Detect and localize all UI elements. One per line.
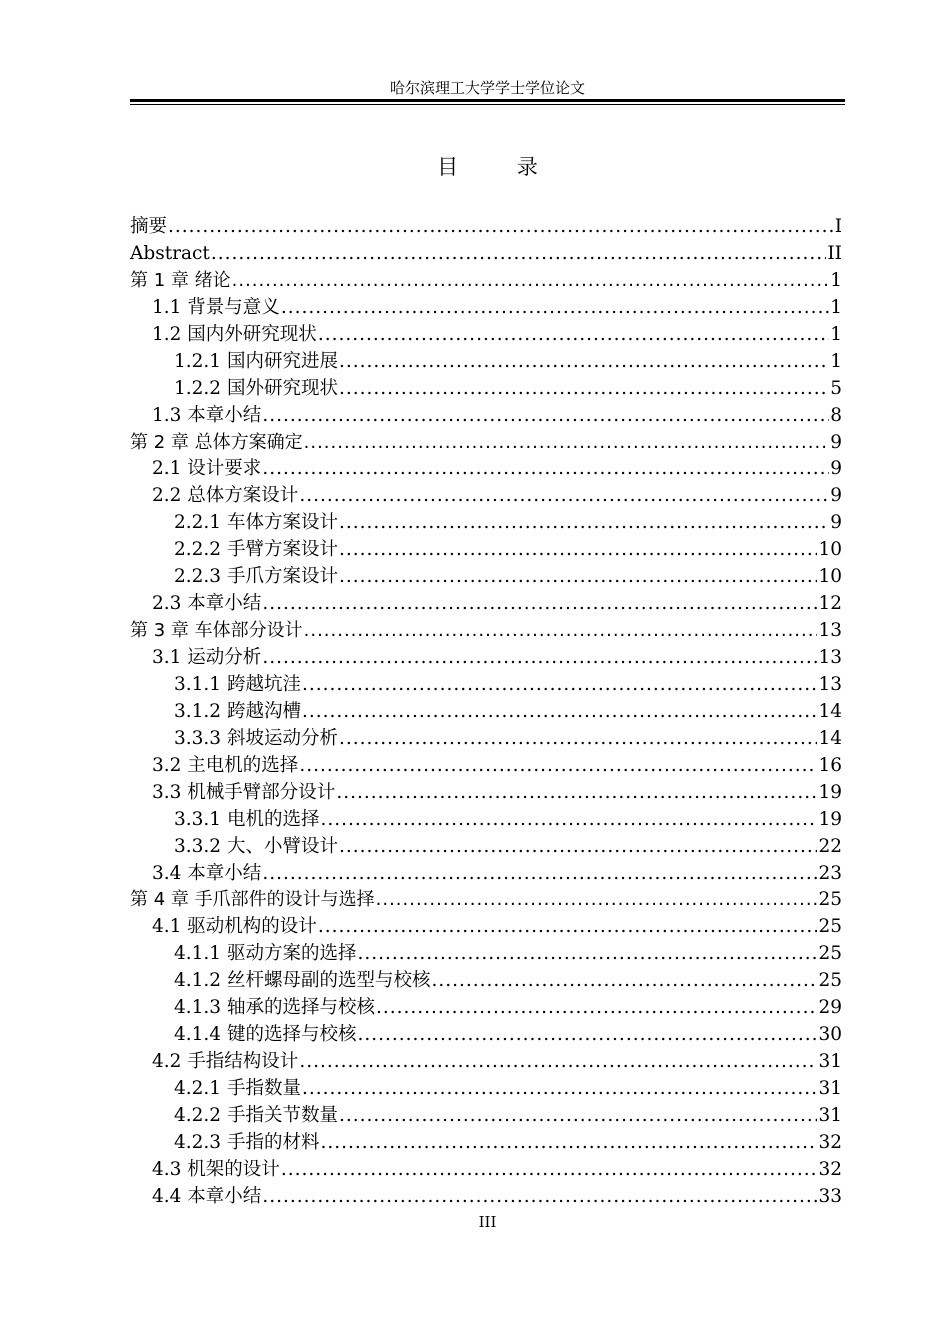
toc-entry[interactable] (130, 537, 842, 564)
toc-entry-page: 19 (818, 781, 842, 803)
toc-dot-leader (262, 645, 817, 672)
toc-entry[interactable] (130, 349, 842, 376)
toc-entry-page: 22 (818, 835, 842, 857)
toc-entry-page: 8 (830, 404, 842, 426)
toc-dot-leader (262, 456, 829, 483)
toc-entry-label: 3.1 运动分析 (152, 647, 262, 668)
toc-entry[interactable] (130, 968, 842, 995)
toc-entry-page: 5 (830, 377, 842, 399)
toc-entry-label: 4.2.1 手指数量 (174, 1078, 301, 1099)
toc-entry-page: 29 (818, 997, 842, 1019)
toc-entry[interactable] (130, 214, 842, 241)
toc-dot-leader (281, 295, 829, 322)
toc-dot-leader (339, 1103, 817, 1130)
toc-dot-leader (339, 564, 817, 591)
toc-entry[interactable] (130, 1157, 842, 1184)
toc-entry-page: 1 (830, 323, 842, 345)
toc-entry[interactable] (130, 887, 842, 914)
toc-entry-label: 2.3 本章小结 (152, 593, 262, 615)
toc-entry-page: 9 (830, 512, 842, 534)
toc-entry-page: 13 (818, 647, 842, 668)
toc-entry-label: 3.2 主电机的选择 (152, 754, 299, 776)
toc-entry-page: 31 (818, 1051, 842, 1073)
header-rule-thin (130, 104, 845, 105)
toc-dot-leader (339, 537, 817, 564)
toc-dot-leader (376, 887, 818, 914)
toc-entry[interactable] (130, 403, 842, 430)
toc-entry[interactable] (130, 483, 842, 510)
toc-entry-label: 4.4 本章小结 (152, 1185, 262, 1207)
toc-entry-page: 12 (818, 593, 842, 615)
toc-entry[interactable] (130, 564, 842, 591)
toc-entry-label: 4.1.2 丝杆螺母副的选型与校核 (174, 970, 431, 992)
toc-entry-label: 2.2.2 手臂方案设计 (174, 539, 338, 561)
toc-dot-leader (299, 483, 829, 510)
toc-entry-label: 第 4 章 手爪部件的设计与选择 (130, 889, 375, 911)
toc-entry[interactable] (130, 456, 842, 483)
toc-entry-label: 1.1 背景与意义 (152, 296, 280, 318)
toc-dot-leader (302, 672, 818, 699)
toc-dot-leader (262, 403, 829, 430)
toc-entry-label: 1.2.2 国外研究现状 (174, 377, 338, 399)
toc-dot-leader (304, 618, 818, 645)
toc-entry-page: 25 (818, 889, 842, 911)
toc-entry-label: 4.1.4 键的选择与校核 (174, 1024, 357, 1046)
toc-dot-leader (168, 214, 834, 241)
toc-entry-label: 第 3 章 车体部分设计 (130, 620, 303, 642)
toc-entry[interactable] (130, 1049, 842, 1076)
toc-entry[interactable] (130, 1130, 842, 1157)
toc-entry-page: 10 (818, 566, 842, 588)
toc-entry-page: 31 (818, 1104, 842, 1126)
toc-entry-page: 30 (818, 1024, 842, 1046)
toc-dot-leader (262, 861, 817, 888)
toc-entry[interactable] (130, 914, 842, 941)
toc-entry-label: 4.1 驱动机构的设计 (152, 916, 317, 938)
toc-dot-leader (320, 1130, 817, 1157)
toc-dot-leader (232, 268, 830, 295)
toc-entry[interactable] (130, 1076, 842, 1103)
toc-entry-label: 1.3 本章小结 (152, 404, 262, 426)
toc-entry[interactable] (130, 268, 842, 295)
toc-entry-label: 4.2 手指结构设计 (152, 1051, 299, 1073)
toc-entry-page: 9 (830, 431, 842, 453)
toc-dot-leader (262, 1184, 817, 1211)
toc-dot-leader (339, 834, 817, 861)
toc-entry[interactable] (130, 861, 842, 888)
toc-entry-page: 19 (818, 808, 842, 830)
toc-entry[interactable] (130, 241, 842, 268)
toc-entry-label: 4.1.1 驱动方案的选择 (174, 943, 357, 965)
toc-entry[interactable] (130, 430, 842, 457)
toc-title: 目 录 (437, 155, 564, 179)
toc-entry-label: 3.3.1 电机的选择 (174, 808, 320, 830)
toc-entry-page: 25 (818, 970, 842, 992)
toc-entry[interactable] (130, 322, 842, 349)
toc-entry[interactable] (130, 1184, 842, 1211)
toc-entry[interactable] (130, 753, 842, 780)
toc-dot-leader (299, 1049, 817, 1076)
toc-entry-label: 3.1.1 跨越坑洼 (174, 673, 301, 695)
toc-entry-page: 32 (818, 1131, 842, 1153)
toc-entry[interactable] (130, 1022, 842, 1049)
toc-entry-page: 16 (818, 754, 842, 776)
toc-entry-label: 第 2 章 总体方案确定 (130, 431, 303, 453)
toc-entry-page: 9 (830, 458, 842, 480)
toc-entry-page: I (834, 216, 842, 237)
running-header: 哈尔滨理工大学学士学位论文 (389, 79, 585, 97)
toc-entry[interactable] (130, 995, 842, 1022)
toc-entry-label: 1.2 国内外研究现状 (152, 323, 317, 345)
toc-entry-label: 1.2.1 国内研究进展 (174, 350, 338, 372)
toc-dot-leader (336, 780, 817, 807)
toc-dot-leader (339, 726, 817, 753)
toc-entry-label: 2.2.3 手爪方案设计 (174, 566, 338, 588)
toc-dot-leader (318, 914, 818, 941)
toc-dot-leader (302, 1076, 818, 1103)
toc-entry[interactable] (130, 1103, 842, 1130)
toc-dot-leader (357, 941, 817, 968)
page-number: III (478, 1213, 497, 1231)
toc-dot-leader (339, 376, 829, 403)
toc-entry[interactable] (130, 618, 842, 645)
toc-dot-leader (320, 807, 817, 834)
toc-entry[interactable] (130, 591, 842, 618)
toc-entry-label: 第 1 章 绪论 (130, 269, 231, 291)
toc-entry-label: 3.3 机械手臂部分设计 (152, 781, 336, 803)
toc-entry-page: 1 (830, 296, 842, 318)
toc-entry-label: 3.3.2 大、小臂设计 (174, 835, 338, 857)
toc-dot-leader (376, 995, 817, 1022)
toc-entry-label: 3.3.3 斜坡运动分析 (174, 727, 338, 749)
toc-entry[interactable] (130, 834, 842, 861)
toc-entry[interactable] (130, 645, 842, 672)
toc-entry-page: 1 (830, 269, 842, 291)
toc-entry[interactable] (130, 780, 842, 807)
toc-dot-leader (357, 1022, 817, 1049)
toc-entry-label: 2.1 设计要求 (152, 458, 262, 480)
toc-entry-page: 14 (818, 727, 842, 749)
toc-dot-leader (302, 699, 818, 726)
toc-entry-page: 23 (818, 862, 842, 884)
toc-entry-page: 1 (830, 350, 842, 372)
toc-entry-label: 3.4 本章小结 (152, 862, 262, 884)
toc-entry[interactable] (130, 672, 842, 699)
toc-entry-label: 4.1.3 轴承的选择与校核 (174, 997, 375, 1019)
toc-entry-page: 14 (818, 700, 842, 722)
toc-entry-page: 13 (818, 620, 842, 642)
toc-entry-page: 31 (818, 1078, 842, 1099)
toc-entry-page: 25 (818, 916, 842, 938)
toc-entry-page: 10 (818, 539, 842, 561)
toc-entry-page: 25 (818, 943, 842, 965)
table-of-contents (130, 214, 842, 1211)
toc-entry-label: 4.3 机架的设计 (152, 1158, 280, 1180)
toc-dot-leader (339, 510, 829, 537)
toc-entry[interactable] (130, 807, 842, 834)
toc-entry[interactable] (130, 941, 842, 968)
toc-entry-page: 32 (818, 1158, 842, 1180)
toc-dot-leader (304, 430, 830, 457)
toc-entry-label: Abstract (130, 242, 210, 264)
toc-entry-page: 9 (830, 485, 842, 507)
toc-entry-label: 4.2.3 手指的材料 (174, 1131, 320, 1153)
toc-entry-label: 2.2.1 车体方案设计 (174, 512, 338, 534)
toc-dot-leader (339, 349, 829, 376)
toc-entry[interactable] (130, 699, 842, 726)
toc-entry-label: 摘要 (130, 216, 168, 237)
toc-entry-page: 33 (818, 1185, 842, 1207)
toc-entry-page: 13 (818, 673, 842, 695)
toc-dot-leader (318, 322, 829, 349)
toc-dot-leader (299, 753, 817, 780)
toc-entry-label: 4.2.2 手指关节数量 (174, 1104, 338, 1126)
toc-dot-leader (211, 241, 827, 268)
toc-entry[interactable] (130, 510, 842, 537)
toc-entry-label: 2.2 总体方案设计 (152, 485, 299, 507)
toc-dot-leader (281, 1157, 818, 1184)
toc-entry-page: II (827, 242, 842, 264)
toc-dot-leader (431, 968, 817, 995)
toc-entry[interactable] (130, 295, 842, 322)
toc-entry[interactable] (130, 376, 842, 403)
toc-dot-leader (262, 591, 817, 618)
toc-entry[interactable] (130, 726, 842, 753)
toc-entry-label: 3.1.2 跨越沟槽 (174, 700, 301, 722)
header-rule-thick (130, 99, 845, 102)
